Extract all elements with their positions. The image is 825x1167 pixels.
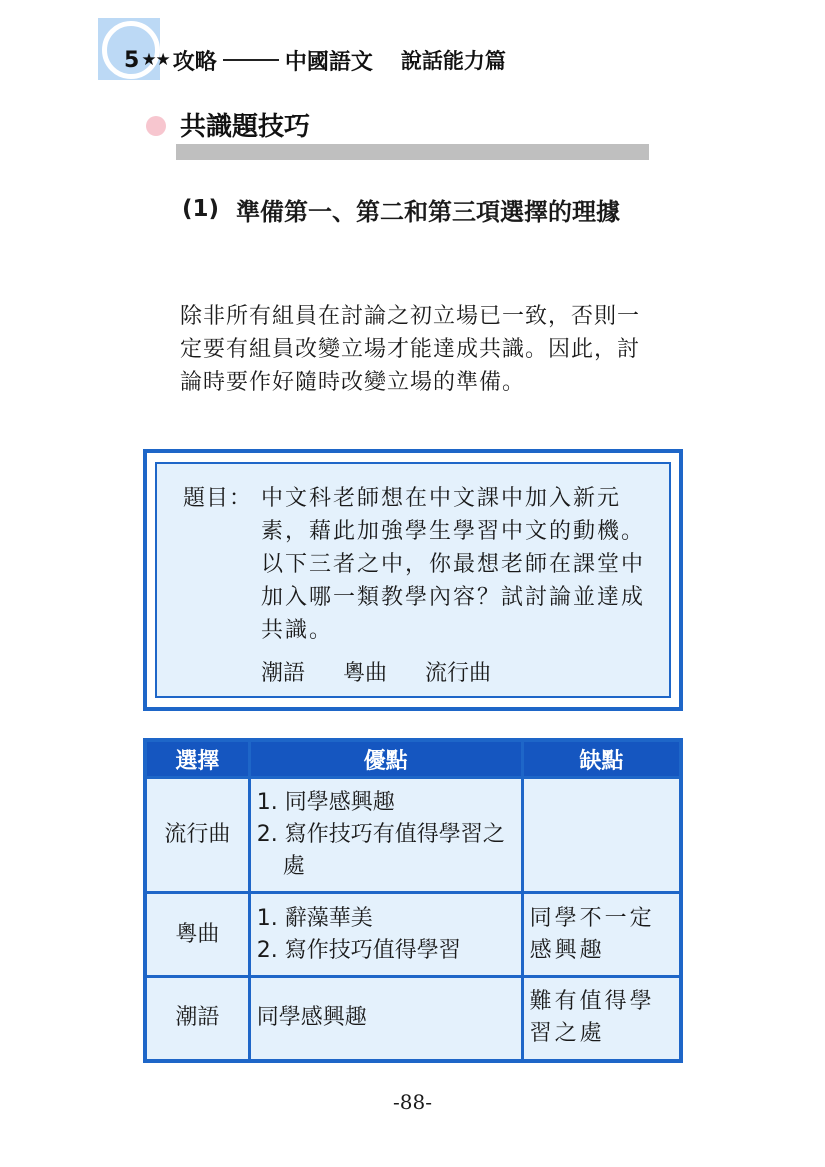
section-bullet-dot bbox=[146, 116, 166, 136]
pros-item: 2. 寫作技巧有值得學習之處 bbox=[256, 822, 505, 879]
question-box bbox=[143, 449, 683, 711]
pros-item: 1. 辭藻華美 bbox=[256, 905, 373, 931]
pros-cell: 同學感興趣 bbox=[249, 977, 522, 1061]
book-title-a: 攻略 bbox=[172, 49, 217, 75]
column-header: 優點 bbox=[249, 740, 522, 778]
running-head bbox=[124, 44, 506, 76]
column-header: 選擇 bbox=[145, 740, 249, 778]
question-options bbox=[261, 656, 529, 687]
column-header: 缺點 bbox=[522, 740, 681, 778]
section-underline-bar bbox=[176, 144, 649, 160]
choice-name-cell: 潮語 bbox=[145, 977, 249, 1061]
question-label: 題目： bbox=[183, 486, 253, 511]
question-box-inner bbox=[155, 462, 671, 698]
table-header-row bbox=[145, 740, 681, 778]
point-heading: 準備第一、第二和第三項選擇的理據 bbox=[236, 198, 620, 226]
table-row bbox=[145, 893, 681, 977]
question-option: 潮語 bbox=[261, 661, 306, 686]
table-row bbox=[145, 977, 681, 1061]
table-row bbox=[145, 778, 681, 893]
question-option: 粵曲 bbox=[343, 661, 388, 686]
body-paragraph: 除非所有組員在討論之初立場已一致，否則一定要有組員改變立場才能達成共識。因此，討論時要作好隨時改變立場的準備。 bbox=[180, 304, 641, 395]
choice-name-cell: 粵曲 bbox=[145, 893, 249, 977]
book-title-b: 中國語文 bbox=[284, 49, 373, 75]
question-option: 流行曲 bbox=[425, 661, 492, 686]
book-subtitle: 說話能力篇 bbox=[400, 49, 506, 73]
page-number: -88- bbox=[393, 1090, 432, 1114]
choice-name-cell: 流行曲 bbox=[145, 778, 249, 893]
point-number: (1) bbox=[182, 196, 220, 222]
cons-cell: 同學不一定感興趣 bbox=[522, 893, 681, 977]
question-text: 中文科老師想在中文課中加入新元素，藉此加強學生學習中文的動機。以下三者之中，你最想老師在課堂中加入哪一類教學內容？試討論並達成共識。 bbox=[261, 486, 646, 643]
star-icon: ★★ bbox=[141, 50, 170, 70]
cons-cell bbox=[522, 778, 681, 893]
choices-table bbox=[143, 738, 683, 1063]
pros-item: 2. 寫作技巧值得學習 bbox=[256, 937, 461, 963]
cons-cell: 難有值得學習之處 bbox=[522, 977, 681, 1061]
pros-item: 1. 同學感興趣 bbox=[256, 790, 395, 815]
pros-cell bbox=[249, 893, 522, 977]
title-dash bbox=[223, 59, 279, 61]
pros-cell bbox=[249, 778, 522, 893]
book-number: 5 bbox=[124, 47, 140, 73]
section-title: 共識題技巧 bbox=[180, 112, 311, 142]
